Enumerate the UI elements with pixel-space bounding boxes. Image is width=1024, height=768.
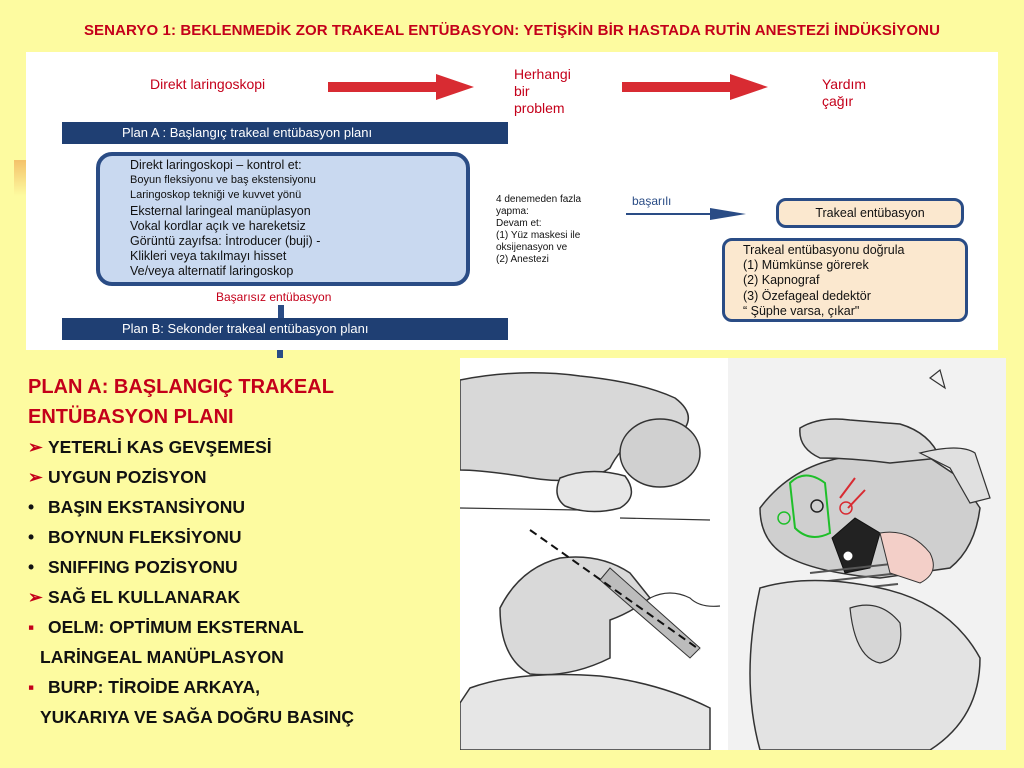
bullet-text: BOYNUN FLEKSİYONU: [48, 527, 242, 547]
plan-a-title: Plan A : Başlangıç trakeal entübasyon planı: [122, 125, 373, 140]
plan-a-summary: [28, 372, 448, 732]
bullet-marker-icon: •: [28, 497, 35, 517]
plan-a-line: Görüntü zayıfsa: İntroducer (buji) -: [130, 234, 321, 249]
bullet-marker-icon: •: [28, 557, 35, 577]
confirmation-line: (3) Özefageal dedektör: [743, 288, 871, 303]
bullet-marker-icon: ➢: [28, 467, 43, 487]
summary-bullet: [28, 582, 448, 612]
confirmation-line: (2) Kapnograf: [743, 273, 820, 288]
bullet-text: UYGUN POZİSYON: [48, 467, 207, 487]
bullet-marker-icon: ➢: [28, 437, 43, 457]
problem-label: Herhangi bir problem: [514, 66, 571, 116]
bullet-marker-icon: ▪: [28, 617, 35, 637]
bullet-marker-icon: •: [28, 527, 35, 547]
arrow-down-icon: [277, 350, 283, 358]
summary-bullet: [28, 642, 448, 672]
failed-intubation-label: Başarısız entübasyon: [216, 290, 332, 304]
summary-heading-line-2: ENTÜBASYON PLANI: [28, 406, 234, 428]
summary-bullet: [28, 462, 448, 492]
intubation-result-box: Trakeal entübasyon: [776, 198, 964, 228]
plan-a-line: Direkt laringoskopi – kontrol et:: [130, 158, 302, 172]
attempt-note: 4 denemeden fazla yapma: Devam et: (1) Yüz maskesi ile oksijenasyon ve (2) Anestezi: [496, 194, 582, 265]
arrow-down-icon: [278, 305, 284, 319]
bullet-marker-icon: ➢: [28, 587, 43, 607]
confirmation-line: Trakeal entübasyonu doğrula: [743, 243, 905, 257]
plan-a-line: Vokal kordlar açık ve hareketsiz: [130, 218, 306, 233]
summary-bullet: [28, 702, 448, 732]
plan-a-line: Laringoskop tekniği ve kuvvet yönü: [130, 189, 302, 202]
plan-a-header: [62, 122, 508, 144]
plan-a-line: Boyun fleksiyonu ve baş ekstensiyonu: [130, 174, 316, 187]
bullet-text: OELM: OPTİMUM EKSTERNAL: [48, 617, 304, 637]
bullet-text: YUKARIYA VE SAĞA DOĞRU BASINÇ: [40, 707, 355, 727]
plan-b-header: [62, 318, 508, 340]
bullet-text: SAĞ EL KULLANARAK: [48, 587, 241, 607]
bullet-text: BAŞIN EKSTANSİYONU: [48, 497, 246, 517]
arrow-right-icon: [328, 72, 478, 102]
confirmation-list: [743, 243, 965, 319]
plan-a-checklist: [130, 158, 466, 280]
slide-title: SENARYO 1: BEKLENMEDİK ZOR TRAKEAL ENTÜBASYON: YETİŞKİN BİR HASTADA RUTİN ANESTEZİ İNDÜKSİYONU: [83, 22, 941, 39]
algorithm-flowchart: [26, 52, 998, 350]
plan-a-line: Eksternal laringeal manüplasyon: [130, 203, 311, 218]
laryngoscopy-drawing: [460, 358, 1006, 750]
success-label: başarılı: [632, 194, 672, 208]
bullet-text: LARİNGEAL MANÜPLASYON: [40, 647, 284, 667]
plan-a-box: [96, 152, 470, 286]
confirmation-box: [722, 238, 968, 322]
plan-a-line: Klikleri veya takılmayı hisset: [130, 249, 287, 264]
bullet-text: SNIFFING POZİSYONU: [48, 557, 238, 577]
summary-bullet: [28, 432, 448, 462]
bullet-text: YETERLİ KAS GEVŞEMESİ: [48, 437, 272, 457]
side-accent-bar: [14, 160, 26, 196]
confirmation-line: “ Şüphe varsa, çıkar": [743, 303, 860, 318]
bullet-text: BURP: TİROİDE ARKAYA,: [48, 677, 260, 697]
summary-bullet: [28, 552, 448, 582]
arrow-right-icon: [622, 72, 772, 102]
confirmation-line: (1) Mümkünse görerek: [743, 258, 869, 273]
intubation-illustration: [460, 358, 1006, 750]
plan-a-line: Ve/veya alternatif laringoskop: [130, 264, 294, 279]
help-label: Yardım çağır: [822, 76, 867, 109]
plan-b-title: Plan B: Sekonder trakeal entübasyon planı: [122, 321, 369, 336]
summary-heading-line-1: PLAN A: BAŞLANGIÇ TRAKEAL: [28, 376, 334, 398]
summary-bullet: [28, 492, 448, 522]
start-label: Direkt laringoskopi: [150, 76, 266, 92]
bullet-marker-icon: ▪: [28, 677, 35, 697]
summary-bullet-list: [28, 432, 448, 732]
summary-bullet: [28, 612, 448, 642]
summary-bullet: [28, 522, 448, 552]
summary-bullet: [28, 672, 448, 702]
arrow-right-icon: [626, 206, 752, 222]
